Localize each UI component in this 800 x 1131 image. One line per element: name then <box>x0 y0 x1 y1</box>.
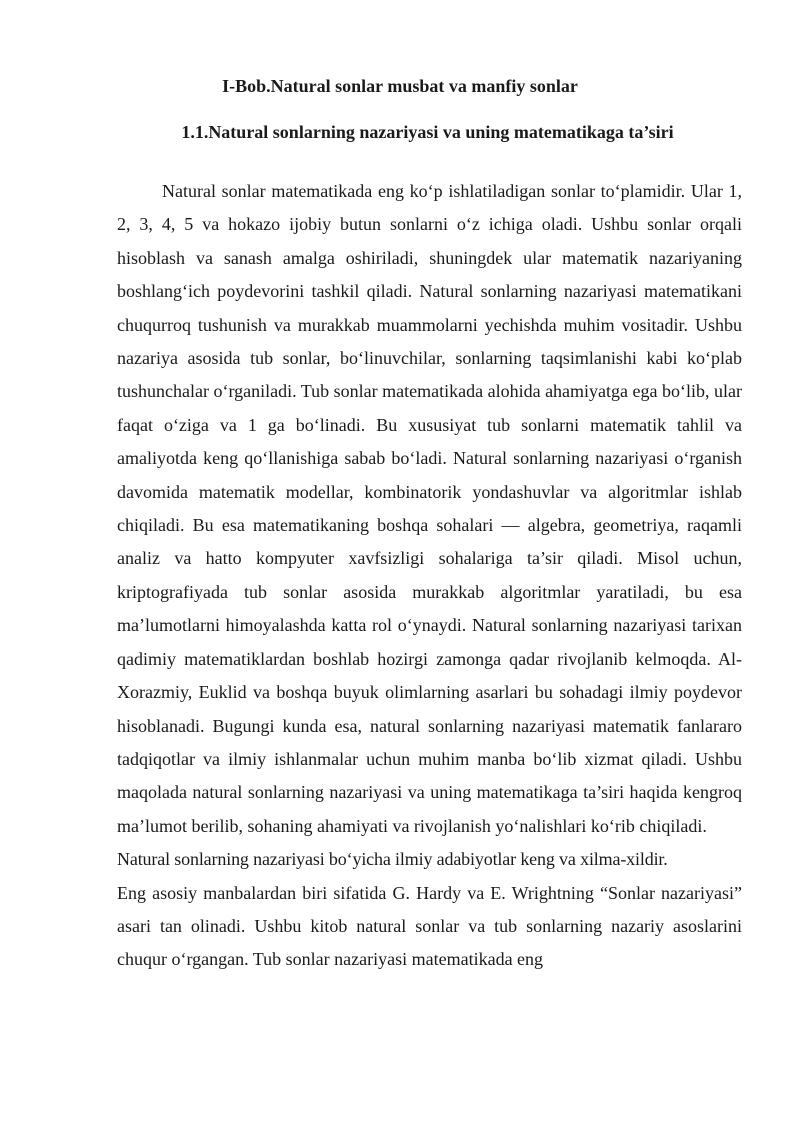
paragraph-literature: Natural sonlarning nazariyasi bo‘yicha ilmiy adabiyotlar keng va xilma-xildir. <box>117 849 668 870</box>
paragraph-sources: Eng asosiy manbalardan biri sifatida G. Hardy va E. Wrightning “Sonlar nazariyasi” asari tan olinadi. Ushbu kitob natural sonlar va tub sonlarning nazariy asoslarini chuqur o‘rgangan. Tub sonlar nazariyasi matematikada eng <box>117 882 742 970</box>
paragraph-intro: Natural sonlar matematikada eng ko‘p ishlatiladigan sonlar to‘plamidir. Ular 1, 2, 3, 4, 5 va hokazo ijobiy butun sonlarni o‘z ichiga oladi. Ushbu sonlar orqali hisoblash va sanash amalga oshiriladi, shuningdek ular matematik nazariyaning boshlang‘ich poydevorini tashkil qiladi. Natural sonlarning nazariyasi matematikani chuqurroq tushunish va murakkab muammolarni yechishda muhim vositadir. Ushbu nazariya asosida tub sonlar, bo‘linuvchilar, sonlarning taqsimlanishi kabi ko‘plab tushunchalar o‘rganiladi. Tub sonlar matematikada alohida ahamiyatga ega bo‘lib, ular faqat o‘ziga va 1 ga bo‘linadi. Bu xususiyat tub sonlarni matematik tahlil va amaliyotda keng qo‘llanishiga sabab bo‘ladi. Natural sonlarning nazariyasi o‘rganish davomida matematik modellar, kombinatorik yondashuvlar va algoritmlar ishlab chiqiladi. Bu esa matematikaning boshqa sohalari — algebra, geometriya, raqamli analiz va hatto kompyuter xavfsizligi sohalariga ta’sir qiladi. Misol uchun, kriptografiyada tub sonlar asosida murakkab algoritmlar yaratiladi, bu esa ma’lumotlarni himoyalashda katta rol o‘ynaydi. Natural sonlarning nazariyasi tarixan qadimiy matematiklardan boshlab hozirgi zamonga qadar rivojlanib kelmoqda. Al-Xorazmiy, Euklid va boshqa buyuk olimlarning asarlari bu sohadagi ilmiy poydevor hisoblanadi. Bugungi kunda esa, natural sonlarning nazariyasi matematik fanlararo tadqiqotlar va ilmiy ishlanmalar uchun muhim manba bo‘lib xizmat qiladi. Ushbu maqolada natural sonlarning nazariyasi va uning matematikaga ta’siri haqida kengroq ma’lumot berilib, sohaning ahamiyati va rivojlanish yo‘nalishlari ko‘rib chiqiladi. <box>117 181 742 836</box>
section-title: 1.1.Natural sonlarning nazariyasi va uning matematikaga ta’siri <box>181 122 674 142</box>
body-text <box>117 175 742 977</box>
chapter-title: I-Bob.Natural sonlar musbat va manfiy sonlar <box>222 76 578 96</box>
